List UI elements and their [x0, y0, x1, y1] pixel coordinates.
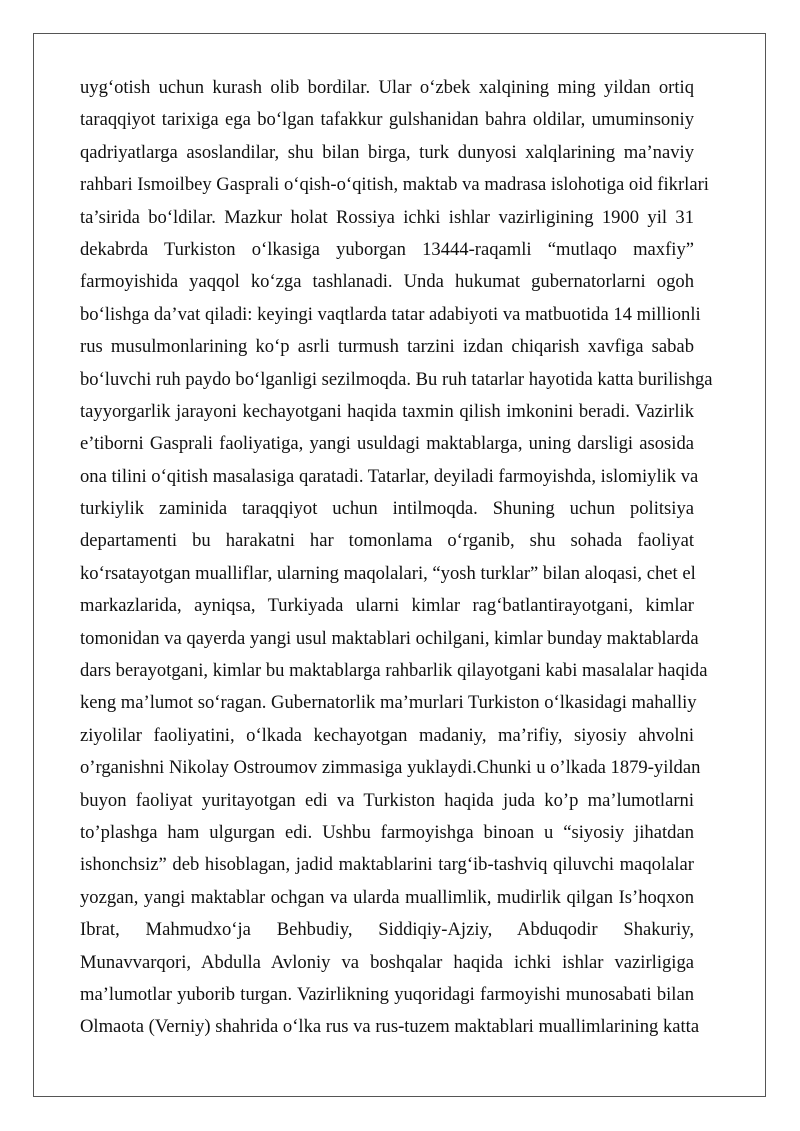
- text-line: ona tilini o‘qitish masalasiga qaratadi. Tatarlar, deyiladi farmoyishda, islomiylik va: [80, 465, 699, 487]
- text-line: yozgan, yangi maktablar ochgan va ularda muallimlik, mudirlik qilgan Is’hoqxon: [80, 886, 694, 908]
- text-line: o’rganishni Nikolay Ostroumov zimmasiga yuklaydi.Chunki u o’lkada 1879-yildan: [80, 757, 701, 779]
- text-line: dekabrda Turkiston o‘lkasiga yuborgan 13444-raqamli “mutlaqo maxfiy”: [80, 238, 694, 260]
- text-line: turkiylik zaminida taraqqiyot uchun intilmoqda. Shuning uchun politsiya: [80, 498, 694, 520]
- text-line: uyg‘otish uchun kurash olib bordilar. Ular o‘zbek xalqining ming yildan ortiq: [80, 77, 694, 98]
- text-line: Munavvarqori, Abdulla Avloniy va boshqalar haqida ichki ishlar vazirligiga: [80, 951, 694, 973]
- text-line: taraqqiyot tarixiga ega bo‘lgan tafakkur gulshanidan bahra oldilar, umuminsoniy: [80, 109, 694, 131]
- text-line: tayyorgarlik jarayoni kechayotgani haqida taxmin qilish imkonini beradi. Vazirlik: [80, 400, 694, 422]
- text-line: rahbari Ismoilbey Gasprali o‘qish-o‘qitish, maktab va madrasa islohotiga oid fikrlari: [80, 174, 709, 196]
- text-line: tomonidan va qayerda yangi usul maktablari ochilgani, kimlar bunday maktablarda: [80, 627, 699, 649]
- text-line: bo‘luvchi ruh paydo bo‘lganligi sezilmoqda. Bu ruh tatarlar hayotida katta burilishga: [80, 368, 713, 390]
- text-line: markazlarida, ayniqsa, Turkiyada ularni kimlar rag‘batlantirayotgani, kimlar: [80, 595, 694, 617]
- text-line: buyon faoliyat yuritayotgan edi va Turkiston haqida juda ko’p ma’lumotlarni: [80, 789, 694, 811]
- text-line: e’tiborni Gasprali faoliyatiga, yangi usuldagi maktablarga, uning darsligi asosida: [80, 433, 694, 455]
- text-line: bo‘lishga da’vat qiladi: keyingi vaqtlarda tatar adabiyoti va matbuotida 14 millionli: [80, 303, 701, 325]
- text-line: ta’sirida bo‘ldilar. Mazkur holat Rossiya ichki ishlar vazirligining 1900 yil 31: [80, 206, 694, 228]
- text-line: ko‘rsatayotgan mualliflar, ularning maqolalari, “yosh turklar” bilan aloqasi, chet el: [80, 562, 696, 584]
- text-line: ma’lumotlar yuborib turgan. Vazirlikning yuqoridagi farmoyishi munosabati bilan: [80, 983, 694, 1005]
- text-line: departamenti bu harakatni har tomonlama o‘rganib, shu sohada faoliyat: [80, 530, 694, 552]
- text-line: dars berayotgani, kimlar bu maktablarga rahbarlik qilayotgani kabi masalalar haqida: [80, 660, 708, 682]
- text-line: to’plashga ham ulgurgan edi. Ushbu farmoyishga binoan u “siyosiy jihatdan: [80, 821, 694, 843]
- text-line: Olmaota (Verniy) shahrida o‘lka rus va rus-tuzem maktablari muallimlarining katta: [80, 1016, 700, 1038]
- body-text: [80, 72, 713, 1044]
- text-line: ishonchsiz” deb hisoblagan, jadid maktablarini targ‘ib-tashviq qiluvchi maqolalar: [80, 854, 694, 876]
- text-line: qadriyatlarga asoslandilar, shu bilan birga, turk dunyosi xalqlarining ma’naviy: [80, 141, 694, 163]
- text-line: keng ma’lumot so‘ragan. Gubernatorlik ma’murlari Turkiston o‘lkasidagi mahalliy: [80, 692, 697, 714]
- text-line: ziyolilar faoliyatini, o‘lkada kechayotgan madaniy, ma’rifiy, siyosiy ahvolni: [80, 724, 694, 746]
- text-line: rus musulmonlarining ko‘p asrli turmush tarzini izdan chiqarish xavfiga sabab: [80, 336, 694, 358]
- text-line: Ibrat, Mahmudxo‘ja Behbudiy, Siddiqiy-Ajziy, Abduqodir Shakuriy,: [80, 919, 694, 941]
- text-line: farmoyishida yaqqol ko‘zga tashlanadi. Unda hukumat gubernatorlarni ogoh: [80, 271, 694, 293]
